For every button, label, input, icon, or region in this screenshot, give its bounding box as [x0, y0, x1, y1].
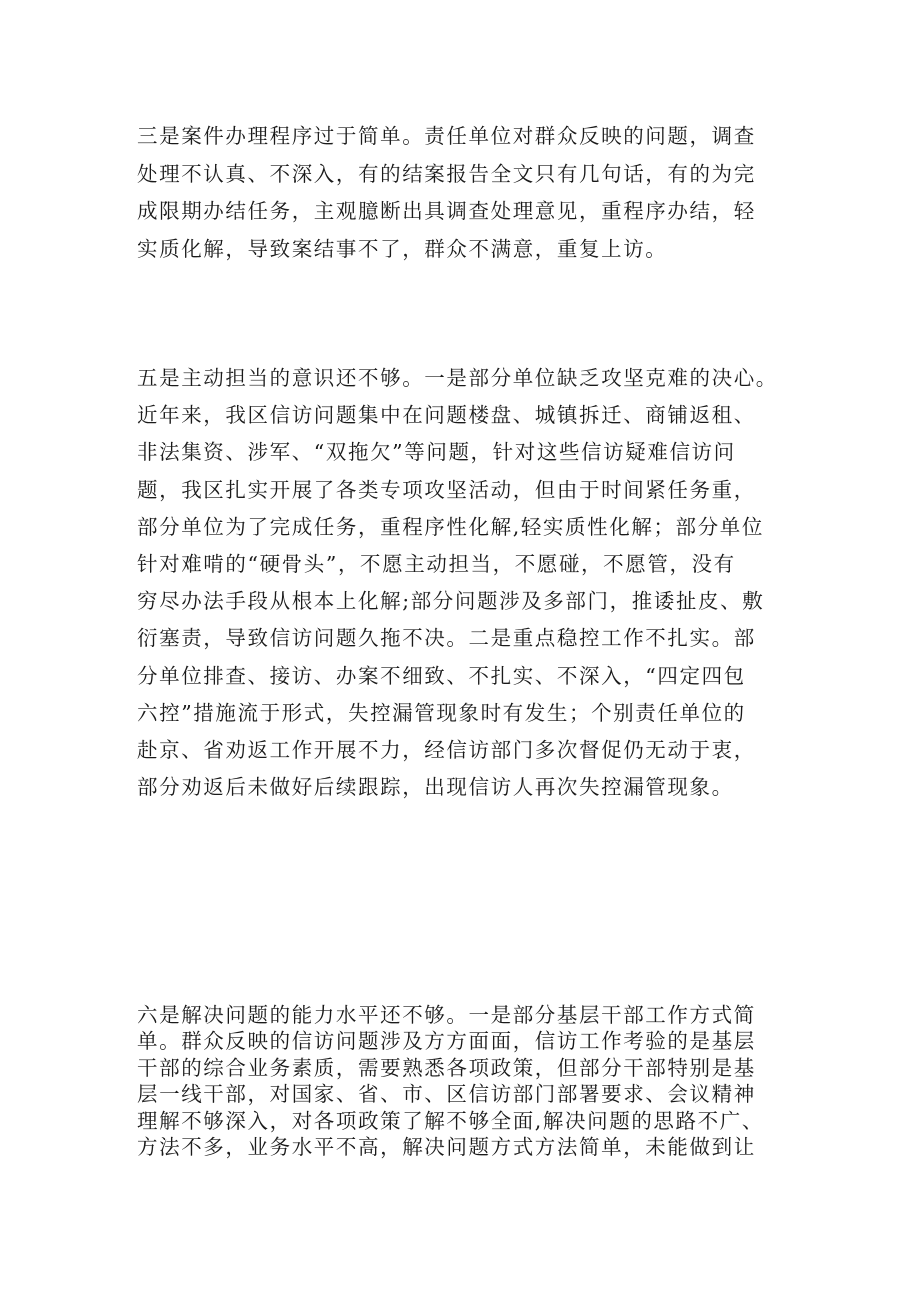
text-line: 层一线干部，对国家、省、市、区信访部门部署要求、会议精神 [137, 1082, 756, 1107]
text-line: 六是解决问题的能力水平还不够。一是部分基层干部工作方式简 [137, 1003, 756, 1027]
paragraph-case-handling [137, 118, 797, 268]
text-line: 成限期办结任务，主观臆断出具调查处理意见，重程序办结，轻 [137, 199, 756, 224]
text-line: 三是案件办理程序过于简单。责任单位对群众反映的问题，调查 [137, 124, 756, 148]
text-line: 处理不认真、不深入，有的结案报告全文只有几句话，有的为完 [137, 161, 756, 186]
text-line: 分单位排查、接访、办案不细致、不扎实、不深入，“四定四包 [137, 663, 746, 688]
text-line: 干部的综合业务素质，需要熟悉各项政策，但部分干部特别是基 [137, 1055, 756, 1080]
text-line: 六控”措施流于形式，失控漏管现象时有发生；个别责任单位的 [137, 700, 746, 725]
text-line: 题，我区扎实开展了各类专项攻坚活动，但由于时间紧任务重， [137, 477, 756, 502]
paragraph-capability [137, 1002, 797, 1160]
text-line: 赴京、省劝返工作开展不力，经信访部门多次督促仍无动于衷， [137, 737, 756, 762]
text-line: 部分单位为了完成任务，重程序性化解,轻实质性化解；部分单位 [137, 514, 764, 539]
text-line: 理解不够深入，对各项政策了解不够全面,解决问题的思路不广、 [137, 1108, 764, 1133]
text-line: 衍塞责，导致信访问题久拖不决。二是重点稳控工作不扎实。部 [137, 626, 756, 651]
text-line: 单。群众反映的信访问题涉及方方面面，信访工作考验的是基层 [137, 1029, 756, 1054]
text-line: 部分劝返后未做好后续跟踪，出现信访人再次失控漏管现象。 [137, 775, 734, 800]
text-line: 近年来，我区信访问题集中在问题楼盘、城镇拆迁、商铺返租、 [137, 403, 756, 428]
text-line: 穷尽办法手段从根本上化解;部分问题涉及多部门，推诿扯皮、敷 [137, 589, 765, 614]
text-line: 非法集资、涉军、“双拖欠”等问题，针对这些信访疑难信访问 [137, 440, 736, 465]
text-line: 方法不多，业务水平不高，解决问题方式方法简单，未能做到让 [137, 1134, 756, 1159]
text-line: 针对难啃的“硬骨头”，不愿主动担当，不愿碰，不愿管，没有 [137, 551, 736, 576]
text-line: 实质化解，导致案结事不了，群众不满意，重复上访。 [137, 236, 668, 261]
text-line: 五是主动担当的意识还不够。一是部分单位缺乏攻坚克难的决心。 [137, 366, 778, 390]
paragraph-responsibility [137, 360, 797, 806]
